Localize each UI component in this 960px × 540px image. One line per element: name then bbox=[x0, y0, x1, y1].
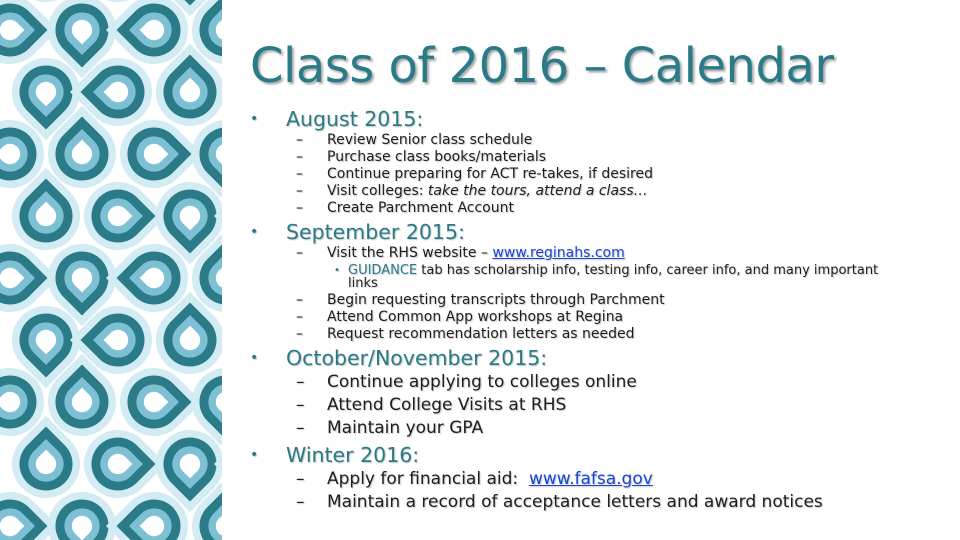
winter-item-1: Maintain a record of acceptance letters and award notices bbox=[327, 492, 823, 512]
bullet-icon: • bbox=[250, 111, 259, 127]
section-heading-winter bbox=[248, 442, 948, 468]
august-heading-text: August 2015: bbox=[286, 107, 424, 131]
dash-icon: – bbox=[296, 418, 305, 438]
website-text bbox=[327, 245, 625, 262]
fafsa-link[interactable]: www.fafsa.gov bbox=[528, 469, 653, 489]
august-item-3: Continue preparing for ACT re-takes, if desired bbox=[327, 166, 653, 182]
section-heading-august bbox=[248, 106, 948, 132]
dash-icon: – bbox=[296, 326, 303, 342]
october-items bbox=[248, 371, 948, 440]
calendar-content bbox=[248, 106, 948, 514]
october-item-1: Continue applying to colleges online bbox=[327, 372, 637, 392]
october-item-3: Maintain your GPA bbox=[327, 418, 484, 438]
fafsa-text bbox=[327, 468, 653, 491]
dash-icon: – bbox=[296, 245, 303, 261]
visit-colleges-prefix: Visit colleges: bbox=[327, 183, 428, 199]
dash-icon: – bbox=[296, 166, 303, 182]
september-heading-text: September 2015: bbox=[286, 220, 465, 244]
list-item bbox=[248, 394, 948, 417]
list-item bbox=[248, 200, 948, 217]
list-item bbox=[248, 309, 948, 326]
october-item-2: Attend College Visits at RHS bbox=[327, 395, 567, 415]
section-winter bbox=[248, 442, 948, 514]
fafsa-prefix: Apply for financial aid: bbox=[327, 469, 529, 489]
decorative-teardrop-pattern bbox=[0, 0, 222, 540]
list-item bbox=[248, 245, 948, 262]
bullet-icon: • bbox=[250, 224, 259, 240]
sub-bullet-icon: • bbox=[334, 265, 340, 276]
list-item bbox=[248, 292, 948, 309]
pattern-graphic bbox=[0, 0, 222, 540]
dash-icon: – bbox=[296, 309, 303, 325]
bullet-icon: • bbox=[250, 447, 259, 463]
dash-icon: – bbox=[296, 292, 303, 308]
list-item bbox=[248, 491, 948, 514]
slide-title: Class of 2016 – Calendar bbox=[250, 38, 834, 94]
visit-colleges-text bbox=[327, 183, 648, 200]
september-item-3: Request recommendation letters as needed bbox=[327, 326, 635, 342]
reginahs-link[interactable]: www.reginahs.com bbox=[492, 245, 625, 261]
winter-heading-text: Winter 2016: bbox=[286, 443, 420, 467]
dash-icon: – bbox=[296, 492, 305, 512]
list-item bbox=[248, 326, 948, 343]
dash-icon: – bbox=[296, 469, 305, 489]
dash-icon: – bbox=[296, 372, 305, 392]
dash-icon: – bbox=[296, 395, 305, 415]
september-item-2: Attend Common App workshops at Regina bbox=[327, 309, 624, 325]
august-item-2: Purchase class books/materials bbox=[327, 149, 547, 165]
list-item bbox=[248, 149, 948, 166]
section-heading-september bbox=[248, 219, 948, 245]
guidance-text bbox=[348, 264, 908, 290]
section-september bbox=[248, 219, 948, 343]
guidance-accent: GUIDANCE bbox=[348, 263, 418, 278]
list-item bbox=[248, 371, 948, 394]
september-item-1: Begin requesting transcripts through Parchment bbox=[327, 292, 665, 308]
guidance-rest: tab has scholarship info, testing info, career info, and many important links bbox=[348, 263, 879, 291]
august-items bbox=[248, 132, 948, 217]
dash-icon: – bbox=[296, 149, 303, 165]
list-item bbox=[248, 417, 948, 440]
september-items bbox=[248, 245, 948, 343]
october-heading-text: October/November 2015: bbox=[286, 346, 548, 370]
august-item-4: Create Parchment Account bbox=[327, 200, 514, 216]
section-heading-october-november bbox=[248, 345, 948, 371]
list-item bbox=[248, 132, 948, 149]
website-prefix: Visit the RHS website – bbox=[327, 245, 493, 261]
dash-icon: – bbox=[296, 132, 303, 148]
visit-colleges-italic: take the tours, attend a class… bbox=[427, 183, 648, 199]
list-subitem bbox=[248, 264, 948, 290]
list-item bbox=[248, 468, 948, 491]
august-item-1: Review Senior class schedule bbox=[327, 132, 533, 148]
dash-icon: – bbox=[296, 200, 303, 216]
list-item bbox=[248, 183, 948, 200]
section-august bbox=[248, 106, 948, 217]
bullet-icon: • bbox=[250, 350, 259, 366]
dash-icon: – bbox=[296, 183, 303, 199]
list-item bbox=[248, 166, 948, 183]
section-october-november bbox=[248, 345, 948, 440]
winter-items bbox=[248, 468, 948, 514]
